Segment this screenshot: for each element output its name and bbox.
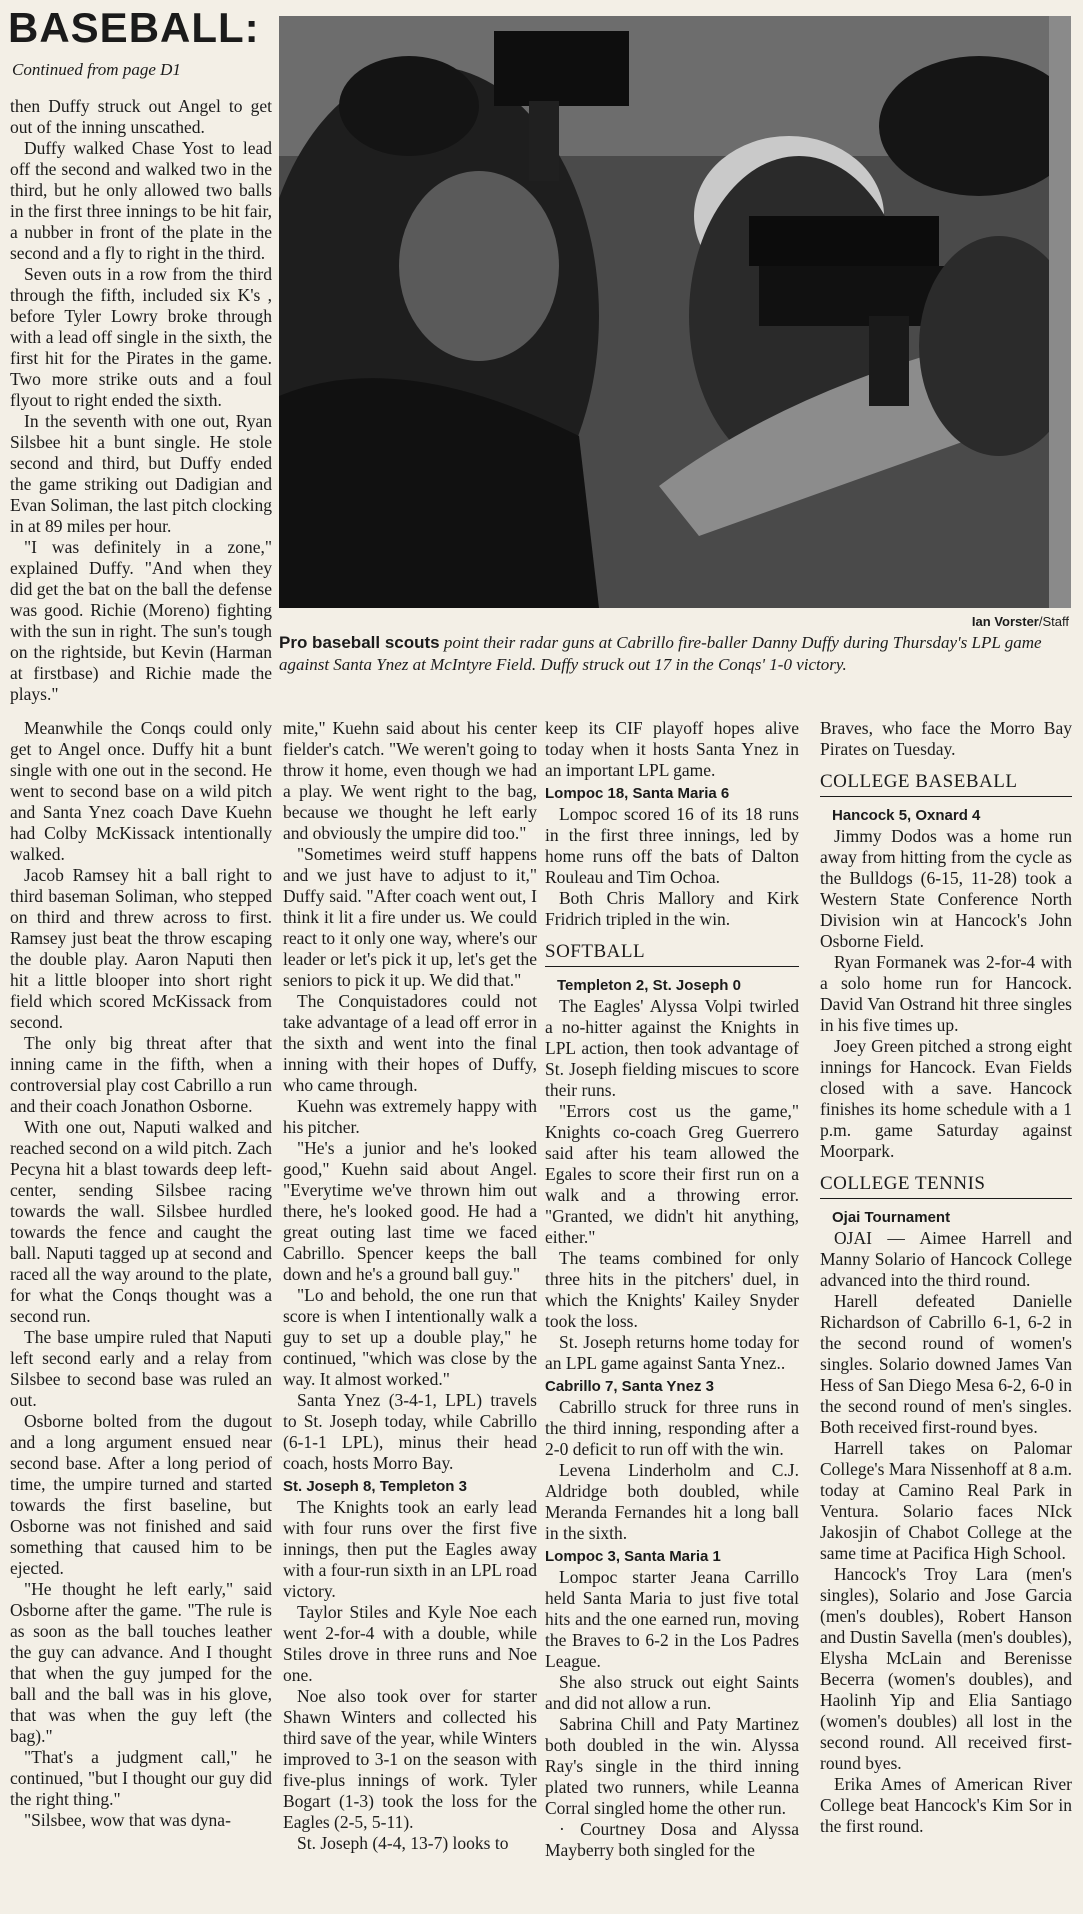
paragraph: Braves, who face the Morro Bay Pirates on Tuesday.	[820, 718, 1072, 759]
paragraph: Cabrillo struck for three runs in the third inning, responding after a 2-0 deficit to run off with the win.	[545, 1397, 799, 1459]
section-heading-college-baseball: COLLEGE BASEBALL	[820, 770, 1072, 797]
credit-role: /Staff	[1038, 614, 1069, 629]
paragraph: "He thought he left early," said Osborne after the game. "The rule is as soon as the ball touches leather the guy can advance. And I thought that when the guy jumped for the ball and the ball was in his glove, that was when the guy left (the bag)."	[10, 1579, 272, 1746]
game-subhead: Templeton 2, St. Joseph 0	[557, 977, 741, 994]
paragraph: Noe also took over for starter Shawn Winters and collected his third save of the year, while Winters improved to 3-1 on the season with five-plus innings of work. Tyler Bogart (1-3) took the loss for the Eagles (2-5, 5-11).	[283, 1686, 537, 1832]
caption-text: point their radar guns at Cabrillo fire-baller Danny Duffy during Thursday's LPL game against Santa Ynez at McIntyre Field. Duffy struck out 17 in the Conqs' 1-0 victory.	[279, 633, 1042, 674]
paragraph: Jacob Ramsey hit a ball right to third baseman Soliman, who stepped on third and threw across to first. Ramsey just beat the throw escaping the double play. Aaron Naputi then hit a little blooper into short right field which scored McKissack from second.	[10, 865, 272, 1032]
paragraph: In the seventh with one out, Ryan Silsbee hit a bunt single. He stole second and third, but Duffy ended the game striking out Dadigian and Evan Soliman, the last pitch clocking in at 89 miles per hour.	[10, 411, 272, 536]
photo-caption	[279, 632, 1071, 676]
paragraph: Harrell takes on Palomar College's Mara Nissenhoff at 8 a.m. today at Camino Real Park in Ventura. Solario faces NIck Jakosjin of Chabot College at the same time at Pacifica High School.	[820, 1438, 1072, 1563]
paragraph: St. Joseph (4-4, 13-7) looks to	[297, 1833, 509, 1853]
paragraph: "Lo and behold, the one run that score is when I intentionally walk a guy to set up a double play," he continued, "which was close by the way. It almost worked."	[283, 1285, 537, 1389]
paragraph: Jimmy Dodos was a home run away from hitting from the cycle as the Bulldogs (6-15, 11-28) took a Western State Conference North Division win at Hancock's John Osborne Field.	[820, 826, 1072, 951]
paragraph: The teams combined for only three hits in the pitchers' duel, in which the Knights' Kailey Snyder took the loss.	[545, 1248, 799, 1331]
paragraph: then Duffy struck out Angel to get out of the inning unscathed.	[10, 96, 272, 137]
event-subhead: Ojai Tournament	[832, 1209, 951, 1226]
paragraph: She also struck out eight Saints and did not allow a run.	[545, 1672, 799, 1713]
paragraph: Both Chris Mallory and Kirk Fridrich tripled in the win.	[545, 888, 799, 929]
continued-note: Continued from page D1	[12, 60, 181, 79]
paragraph: OJAI — Aimee Harrell and Manny Solario of Hancock College advanced into the third round.	[820, 1228, 1072, 1290]
caption-lead: Pro baseball scouts	[279, 633, 440, 652]
paragraph: Hancock's Troy Lara (men's singles), Solario and Jose Garcia (men's doubles), Robert Hanson and Dustin Savella (men's doubles), Elysha McLain and Berenisse Becerra (women's doubles), and Haolinh Yip and Elia Santiago (women's doubles) all lost in the second round. All received first-round byes.	[820, 1564, 1072, 1773]
game-subhead: Lompoc 18, Santa Maria 6	[545, 785, 730, 802]
photo-credit	[972, 614, 1069, 629]
paragraph: Duffy walked Chase Yost to lead off the second and walked two in the third, but he only allowed two balls in the first three innings to be hit fair, a nubber in front of the plate in the second and a fly to right in the third.	[10, 138, 272, 263]
article-column-1	[10, 96, 272, 705]
paragraph: St. Joseph returns home today for an LPL game against Santa Ynez..	[545, 1332, 799, 1373]
paragraph: Seven outs in a row from the third through the fifth, included six K's , before Tyler Lowry broke through with a lead off single in the sixth, the first hit for the Pirates in the game. Two more strike outs and a foul flyout to right ended the sixth.	[10, 264, 272, 410]
game-subhead: Cabrillo 7, Santa Ynez 3	[545, 1378, 714, 1395]
article-column-3	[283, 718, 537, 1854]
article-column-2	[10, 718, 272, 1831]
scouts-photo	[279, 16, 1071, 608]
paragraph: Ryan Formanek was 2-for-4 with a solo home run for Hancock. David Van Ostrand hit three singles in his five times up.	[820, 952, 1072, 1035]
paragraph: "Sometimes weird stuff happens and we just have to adjust to it," Duffy said. "After coach went out, I think it lit a fire under us. We could react to it only one way, where's our leader or let's pick it up, let's get the seniors to pick it up. We did that."	[283, 844, 537, 990]
paragraph: Kuehn was extremely happy with his pitcher.	[283, 1096, 537, 1137]
paragraph: "I was definitely in a zone," explained Duffy. "And when they did get the bat on the ball the defense was good. Richie (Moreno) fighting with the sun in right. The sun's tough on the rightside, but Kevin (Harman at firstbase) and Richie made the plays."	[10, 537, 272, 704]
paragraph: "That's a judgment call," he continued, "but I thought our guy did the right thing."	[10, 1747, 272, 1809]
paragraph: Levena Linderholm and C.J. Aldridge both doubled, while Meranda Fernandes hit a long ball in the sixth.	[545, 1460, 799, 1543]
paragraph: Sabrina Chill and Paty Martinez both doubled in the win. Alyssa Ray's single in the third inning plated two runners, while Leanna Corral singled home the other run.	[545, 1714, 799, 1818]
paragraph: The Knights took an early lead with four runs over the first five innings, then put the Eagles away with a four-run sixth in an LPL road victory.	[283, 1497, 537, 1601]
article-column-4	[545, 718, 799, 1861]
paragraph: Joey Green pitched a strong eight innings for Hancock. Evan Fields closed with a save. Hancock finishes its home schedule with a 1 p.m. game Saturday against Moorpark.	[820, 1036, 1072, 1161]
paragraph: Osborne bolted from the dugout and a long argument ensued near second base. After a long period of time, the umpire turned and started towards the first baseline, but Osborne was not finished and said something that caused him to be ejected.	[10, 1411, 272, 1578]
paragraph: Erika Ames of American River College beat Hancock's Kim Sor in the first round.	[820, 1774, 1072, 1836]
paragraph: The only big threat after that inning came in the fifth, when a controversial play cost Cabrillo a run and their coach Jonathon Osborne.	[10, 1033, 272, 1116]
paragraph: Meanwhile the Conqs could only get to Angel once. Duffy hit a bunt single with one out in the second. He went to second base on a wild pitch and Santa Ynez coach Dave Kuehn had Colby McKissack intentionally walked.	[10, 718, 272, 864]
game-subhead: Hancock 5, Oxnard 4	[832, 807, 981, 824]
paragraph: With one out, Naputi walked and reached second on a wild pitch. Zach Pecyna hit a blast towards deep left-center, sending Silsbee racing towards the wall. Silsbee hurdled towards the fence and caught the ball. Naputi tagged up at second and raced all the way around to the plate, for what the Conqs thought was a second run.	[10, 1117, 272, 1326]
section-heading-softball: SOFTBALL	[545, 940, 799, 967]
paragraph: Taylor Stiles and Kyle Noe each went 2-for-4 with a double, while Stiles drove in three runs and Noe one.	[283, 1602, 537, 1685]
photo-illustration	[279, 16, 1071, 608]
paragraph: The base umpire ruled that Naputi left second early and a relay from Silsbee to second base was ruled an out.	[10, 1327, 272, 1410]
paragraph: The Eagles' Alyssa Volpi twirled a no-hitter against the Knights in LPL action, then took advantage of St. Joseph fielding miscues to score their runs.	[545, 996, 799, 1100]
paragraph: Harell defeated Danielle Richardson of Cabrillo 6-1, 6-2 in the second round of women's singles. Solario downed James Van Hess of San Diego Mesa 6-2, 6-0 in the second round of men's singles. Both received first-round byes.	[820, 1291, 1072, 1437]
section-heading-college-tennis: COLLEGE TENNIS	[820, 1172, 1072, 1199]
game-subhead: Lompoc 3, Santa Maria 1	[545, 1548, 721, 1565]
game-subhead: St. Joseph 8, Templeton 3	[283, 1478, 467, 1495]
article-column-5	[820, 718, 1072, 1837]
paragraph: Santa Ynez (3-4-1, LPL) travels to St. Joseph today, while Cabrillo (6-1-1 LPL), minus their head coach, hosts Morro Bay.	[283, 1390, 537, 1473]
paragraph: "Silsbee, wow that was dyna-	[24, 1810, 231, 1830]
paragraph: "Errors cost us the game," Knights co-coach Greg Guerrero said after his team allowed the Egales to score their first run on a walk and a throwing error. "Granted, we didn't hit anything, either."	[545, 1101, 799, 1247]
paragraph: "He's a junior and he's looked good," Kuehn said about Angel. "Everytime we've thrown him out there, he's looked good. He had a great outing last time we faced Cabrillo. Spencer keeps the ball down and he's a ground ball guy."	[283, 1138, 537, 1284]
paragraph: keep its CIF playoff hopes alive today when it hosts Santa Ynez in an important LPL game.	[545, 718, 799, 780]
credit-name: Ian Vorster	[971, 614, 1039, 629]
paragraph: mite," Kuehn said about his center fielder's catch. "We weren't going to throw it home, even though we had a play. We went right to the bag, because we thought he left early and obviously the umpire did too."	[283, 718, 537, 843]
paragraph: Lompoc scored 16 of its 18 runs in the first three innings, led by home runs off the bats of Dalton Rouleau and Tim Ochoa.	[545, 804, 799, 887]
paragraph: Lompoc starter Jeana Carrillo held Santa Maria to just five total hits and the one earned run, moving the Braves to 6-2 in the Los Padres League.	[545, 1567, 799, 1671]
paragraph: The Conquistadores could not take advantage of a lead off error in the sixth and went into the final inning with their hopes of Duffy, who came through.	[283, 991, 537, 1095]
paragraph: · Courtney Dosa and Alyssa Mayberry both singled for the	[545, 1819, 799, 1860]
headline: BASEBALL:	[8, 4, 260, 51]
